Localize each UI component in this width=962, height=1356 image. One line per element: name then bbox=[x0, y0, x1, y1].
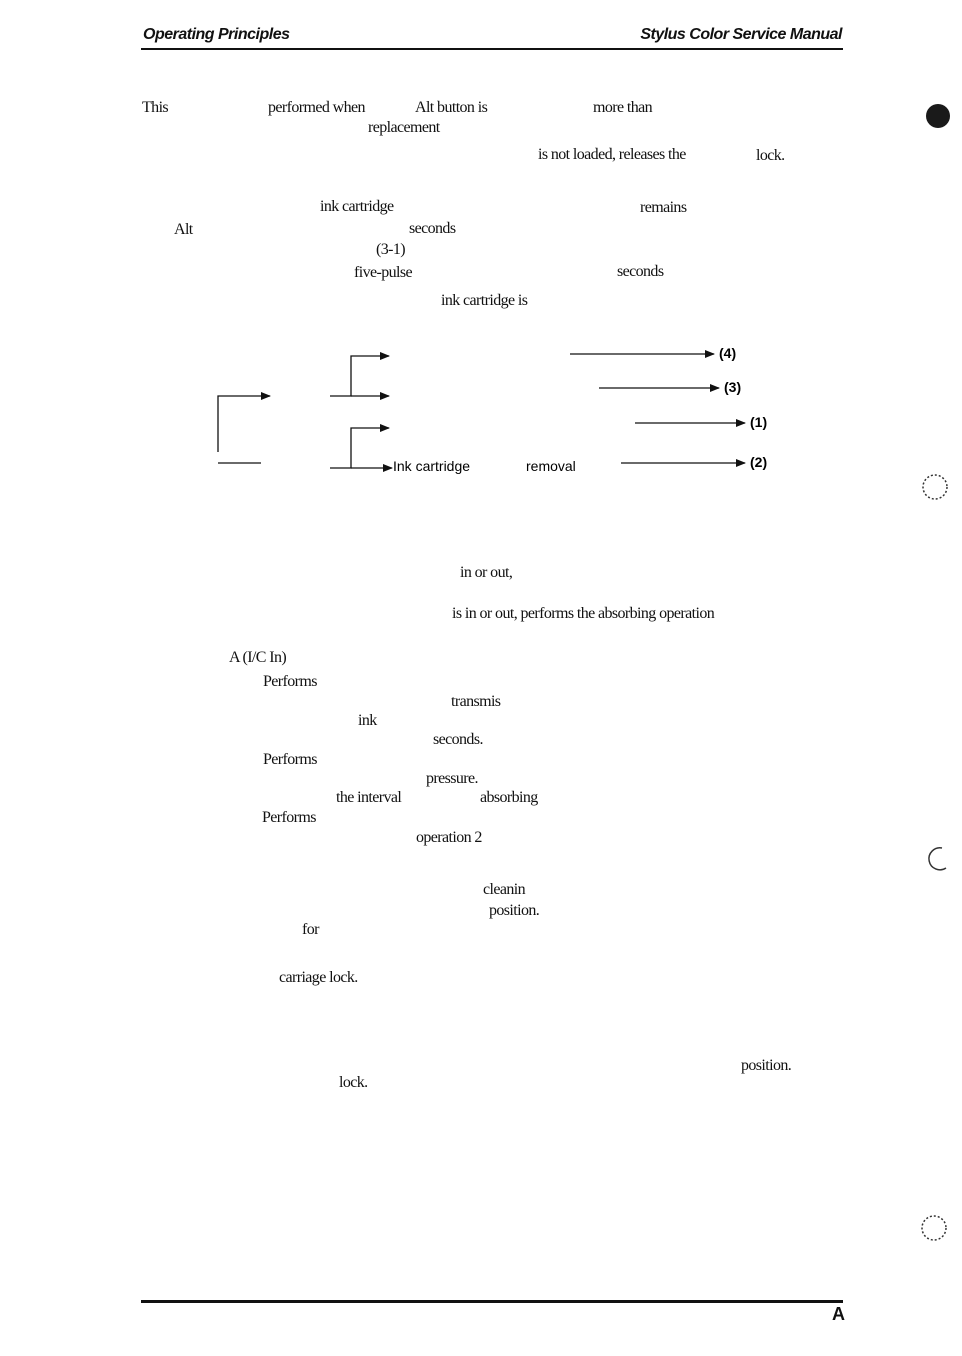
text-fragment: absorbing bbox=[480, 789, 538, 806]
label-3: (3) bbox=[724, 379, 742, 395]
text-fragment: Alt button is bbox=[415, 99, 488, 116]
text-fragment: lock. bbox=[756, 147, 785, 164]
label-2: (2) bbox=[750, 454, 768, 470]
text-fragment: seconds bbox=[409, 220, 456, 237]
text-fragment: carriage lock. bbox=[279, 969, 358, 986]
label-1: (1) bbox=[750, 414, 768, 430]
removal-label: removal bbox=[526, 458, 576, 474]
footer-rule bbox=[141, 1300, 843, 1303]
text-fragment: seconds. bbox=[433, 731, 483, 748]
text-fragment: replacement bbox=[368, 119, 440, 136]
text-fragment: Performs bbox=[263, 673, 317, 690]
text-fragment: the interval bbox=[336, 789, 402, 806]
text-fragment: ink cartridge bbox=[320, 198, 394, 215]
text-fragment: position. bbox=[741, 1057, 792, 1074]
bracket-left bbox=[218, 396, 270, 452]
text-fragment: This bbox=[142, 99, 169, 116]
text-fragment: ink bbox=[358, 712, 377, 729]
text-fragment: (3-1) bbox=[376, 241, 405, 258]
text-fragment: cleanin bbox=[483, 881, 525, 898]
text-fragment: performed when bbox=[268, 99, 365, 116]
text-fragment: five-pulse bbox=[354, 264, 412, 281]
text-fragment: pressure. bbox=[426, 770, 478, 787]
text-fragment: Alt bbox=[174, 221, 193, 238]
text-fragment: Performs bbox=[263, 751, 317, 768]
bracket-lower bbox=[330, 428, 389, 468]
text-fragment: in or out, bbox=[460, 564, 513, 581]
ink-cartridge-label: Ink cartridge bbox=[393, 458, 471, 474]
label-4: (4) bbox=[719, 345, 737, 361]
text-fragment: remains bbox=[640, 199, 687, 216]
bracket-upper bbox=[330, 356, 389, 396]
text-fragment: ink cartridge is bbox=[441, 292, 528, 309]
page-number: A bbox=[832, 1304, 845, 1324]
text-fragment: is not loaded, releases the bbox=[538, 146, 686, 163]
text-fragment: more than bbox=[593, 99, 653, 116]
text-fragment: seconds bbox=[617, 263, 664, 280]
text-fragment: position. bbox=[489, 902, 540, 919]
text-fragment: lock. bbox=[339, 1074, 368, 1091]
text-fragment: for bbox=[302, 921, 319, 938]
text-fragment: is in or out, performs the absorbing operation bbox=[452, 605, 715, 622]
text-fragment: A (I/C In) bbox=[229, 649, 287, 666]
text-fragment: transmis bbox=[451, 693, 501, 710]
running-header-right: Stylus Color Service Manual bbox=[640, 26, 842, 43]
running-header-left: Operating Principles bbox=[143, 26, 290, 43]
text-fragment: Performs bbox=[262, 809, 316, 826]
text-fragment: operation 2 bbox=[416, 829, 482, 846]
binder-holes bbox=[922, 104, 950, 1240]
